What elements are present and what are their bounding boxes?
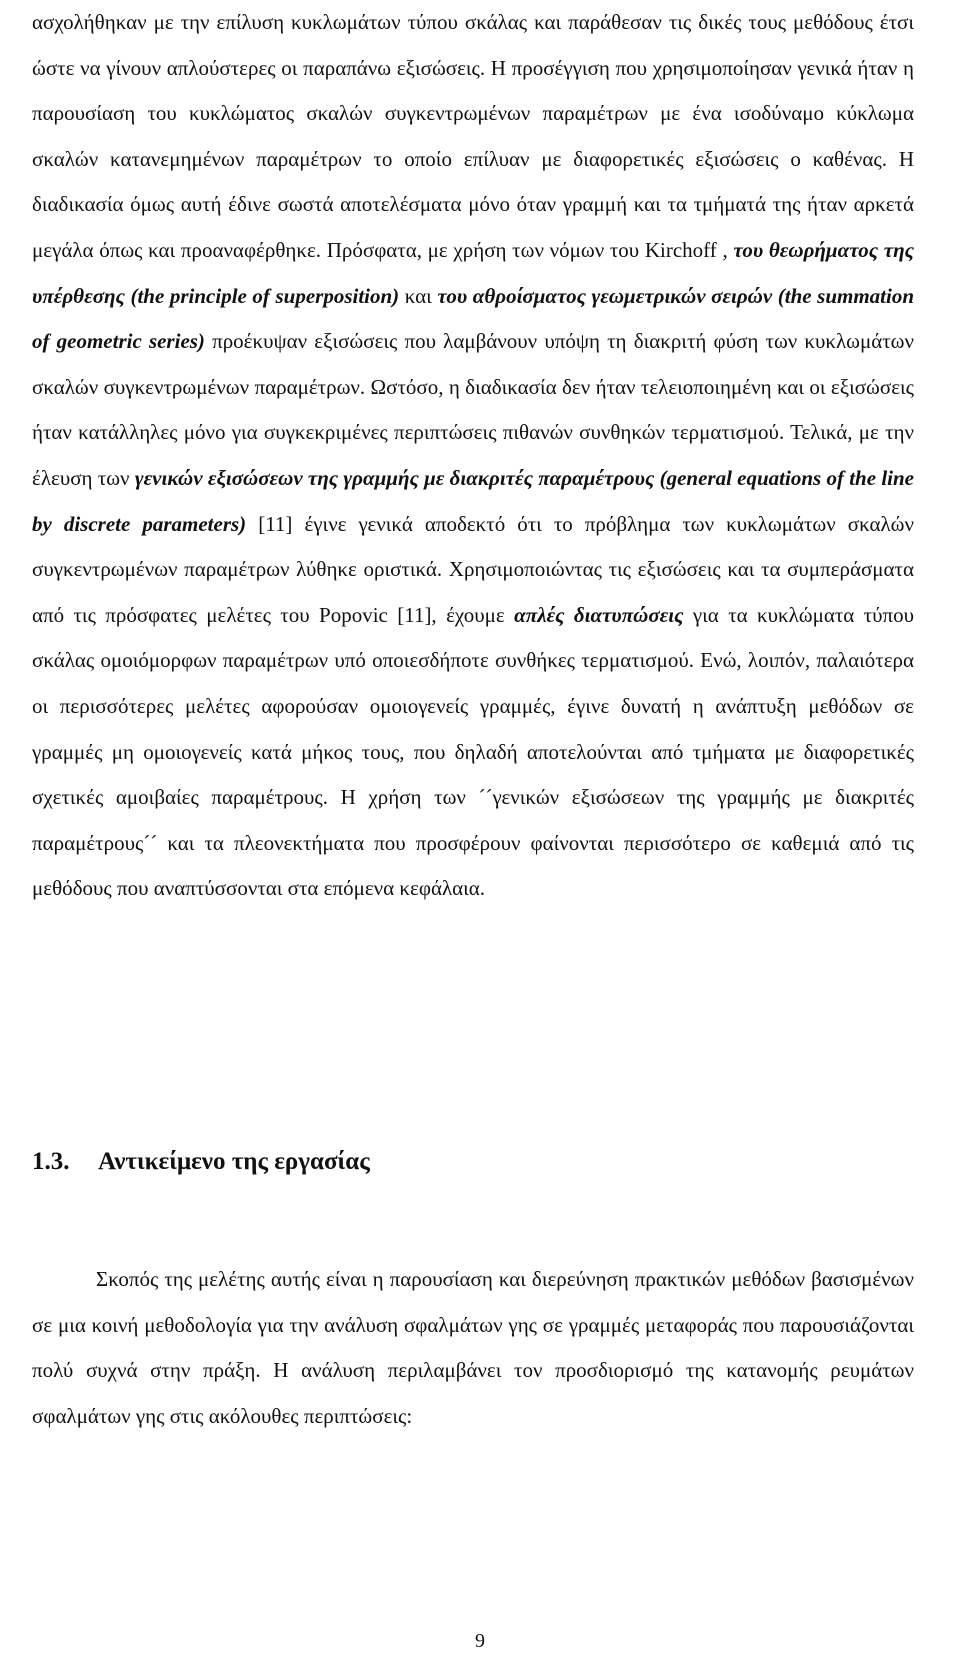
emphasis-general-equations: γενικών εξισώσεων της γραμμής με διακριτές παραμέτρους (general equations of the line by discrete parameters) (32, 465, 915, 536)
page-number: 9 (475, 1630, 485, 1652)
paragraph-text: για τα κυκλώματα τύπου σκάλας ομοιόμορφων παραμέτρων υπό οποιεσδήποτε συνθήκες τερματισμού. Ενώ, λοιπόν, παλαιότερα οι περισσότερες μελέτες αφορούσαν ομοιογενείς γραμμές, έγινε δυνατή η ανάπτυξη μεθόδων σε γραμμές μη ομοιογενείς κατά μήκος τους, που δηλαδή αποτελούνται από τμήματα με διαφορετικές σχετικές αμοιβαίες παραμέτρους. Η χρήση των ´´γενικών εξισώσεων της γραμμής με διακριτές παραμέτρους´´ και τα πλεονεκτήματα που προσφέρουν φαίνονται περισσότερο σε καθεμιά από τις μεθόδους που αναπτύσσονται στα επόμενα κεφάλαια. (32, 602, 915, 901)
section-heading (32, 1148, 370, 1176)
body-paragraph-objective: Σκοπός της μελέτης αυτής είναι η παρουσίαση και διερεύνηση πρακτικών μεθόδων βασισμένων σε μια κοινή μεθοδολογία για την ανάλυση σφαλμάτων γης σε γραμμές μεταφοράς που παρουσιάζονται πολύ συχνά στην πράξη. Η ανάλυση περιλαμβάνει τον προσδιορισμό της κατανομής ρευμάτων σφαλμάτων γης στις ακόλουθες περιπτώσεις: (32, 1267, 914, 1428)
section-title: Αντικείμενο της εργασίας (98, 1148, 370, 1175)
body-paragraph-intro (32, 0, 914, 912)
paragraph-text: [11] έγινε γενικά αποδεκτό ότι το πρόβλημα των κυκλωμάτων σκαλών συγκεντρωμένων παραμέτρων λύθηκε οριστικά. Χρησιμοποιώντας τις εξισώσεις και τα συμπεράσματα από τις πρόσφατες μελέτες του Popovic [11], έχουμε (32, 511, 914, 627)
emphasis-geometric-series: του αθροίσματος γεωμετρικών σειρών (the summation of geometric series) (32, 283, 915, 354)
paragraph-text: προέκυψαν εξισώσεις που λαμβάνουν υπόψη τη διακριτή φύση των κυκλωμάτων σκαλών συγκεντρωμένων παραμέτρων. Ωστόσο, η διαδικασία δεν ήταν τελειοποιημένη και οι εξισώσεις ήταν κατάλληλες μόνο για συγκεκριμένες περιπτώσεις πιθανών συνθηκών τερματισμού. Τελικά, με την έλευση των (32, 329, 914, 490)
paragraph-text: ασχολήθηκαν με την επίλυση κυκλωμάτων τύπου σκάλας και παράθεσαν τις δικές τους μεθόδους έτσι ώστε να γίνουν απλούστερες οι παραπάνω εξισώσεις. Η προσέγγιση που χρησιμοποίησαν γενικά ήταν η παρουσίαση του κυκλώματος σκαλών συγκεντρωμένων παραμέτρων με ένα ισοδύναμο κύκλωμα σκαλών κατανεμημένων παραμέτρων το οποίο επίλυαν με διαφορετικές εξισώσεις ο καθένας. Η διαδικασία όμως αυτή έδινε σωστά αποτελέσματα μόνο όταν γραμμή και τα τμήματά της ήταν αρκετά μεγάλα όπως και προαναφέρθηκε. Πρόσφατα, με χρήση των νόμων του Kirchoff , (32, 10, 914, 262)
emphasis-superposition: του θεωρήματος της υπέρθεσης (the principle of superposition) (32, 237, 914, 308)
emphasis-simple-formulations: απλές διατυπώσεις (514, 602, 684, 627)
paragraph-text: και (404, 283, 432, 308)
section-number: 1.3. (32, 1148, 70, 1175)
